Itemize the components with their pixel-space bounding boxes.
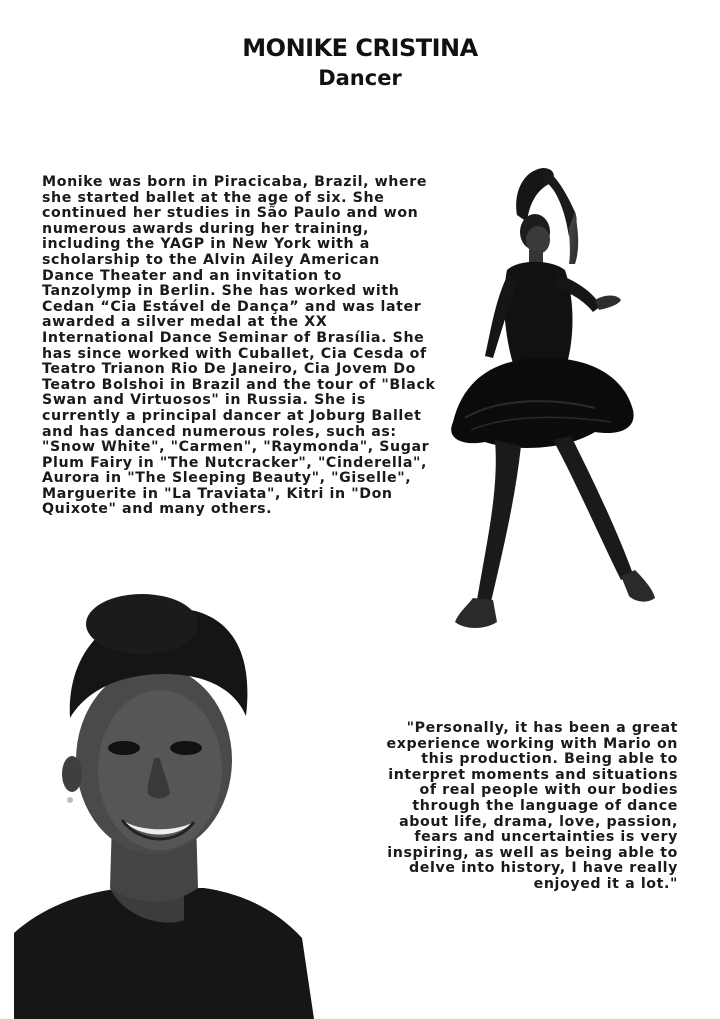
dancer-quote: "Personally, it has been a great experience working with Mario on this production. Being able to interpret moments and situations of real people with our bodies through the language of dance about life, drama, love, passion, fears and uncertainties is very inspiring, as well as being able to delve into history, I have really enjoyed it a lot." xyxy=(386,720,678,892)
biography-text: Monike was born in Piracicaba, Brazil, where she started ballet at the age of six. She continued her studies in São Paulo and won numerous awards during her training, including the YAGP in New York with a scholarship to the Alvin Ailey American Dance Theater and an invitation to Tanzolymp in Berlin. She has worked with Cedan “Cia Estável de Dança” and was later awarded a silver medal at the XX International Dance Seminar of Brasília. She has since worked with Cuballet, Cia Cesda of Teatro Trianon Rio De Janeiro, Cia Jovem Do Teatro Bolshoi in Brazil and the tour of "Black Swan and Virtuosos" in Russia. She is currently a principal dancer at Joburg Ballet and has danced numerous roles, such as: "Snow White", "Carmen", "Raymonda", Sugar Plum Fairy in "The Nutcracker", "Cinderella", Aurora in "The Sleeping Beauty", "Giselle", Marguerite in "La Traviata", Kitri in "Don Quixote" and many others. xyxy=(42,174,436,518)
portrait-photo xyxy=(14,588,314,1019)
dancer-pose-photo xyxy=(425,160,675,640)
dancer-name: MONIKE CRISTINA xyxy=(242,34,478,62)
dancer-role: Dancer xyxy=(318,66,402,90)
